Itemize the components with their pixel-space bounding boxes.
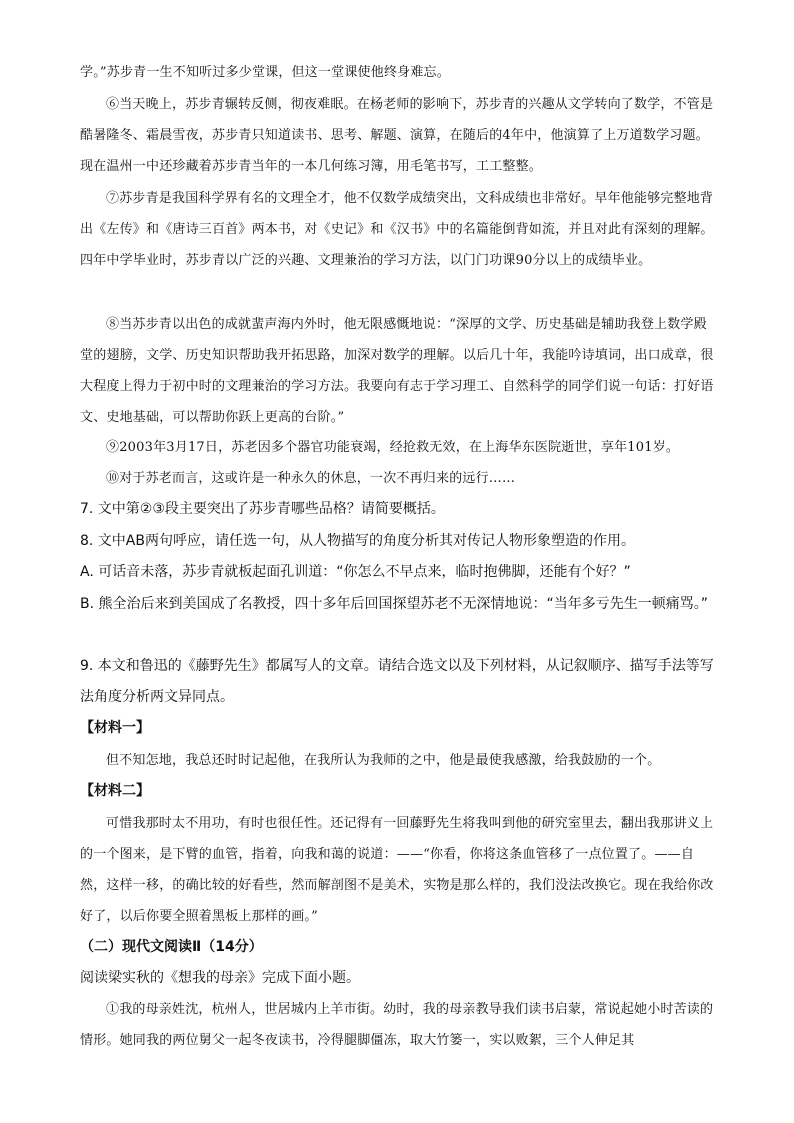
question-8: 8. 文中AB两句呼应，请任选一句，从人物描写的角度分析其对传记人物形象塑造的作用。 [80,533,635,549]
section-2-paragraph-1: ①我的母亲姓沈，杭州人，世居城内上羊市街。幼时，我的母亲教导我们读书启蒙，常说起她小时苦读的情形。她同我的两位舅父一起冬夜读书，冷得腿脚僵冻，取大竹篓一，实以败絮，三个人伸足其 [80,1002,714,1048]
section-2-title: （二）现代文阅读Ⅱ（14分） [80,939,263,955]
paragraph-8: ⑧当苏步青以出色的成就蜚声海内外时，他无限感慨地说：“深厚的文学、历史基础是辅助我登上数学殿堂的翅膀，文学、历史知识帮助我开拓思路，加深对数学的理解。以后几十年，我能吟诗填词，出口成章，很大程度上得力于初中时的文理兼治的学习方法。我要向有志于学习理工、自然科学的同学们说一句话：打好语文、史地基础，可以帮助你跃上更高的台阶。” [80,317,714,425]
section-2-intro: 阅读梁实秋的《想我的母亲》完成下面小题。 [80,970,360,986]
material-2-text: 可惜我那时太不用功，有时也很任性。还记得有一回藤野先生将我叫到他的研究室里去，翻出我那讲义上的一个图来，是下臂的血管，指着，向我和蔼的说道：——“你看，你将这条血管移了一点位置了。——自然，这样一移，的确比较的好看些，然而解剖图不是美术，实物是那么样的，我们没法改换它。现在我给你改好了，以后你要全照着黑板上那样的画。” [80,816,714,924]
passage-continuation [80,57,720,88]
question-7: 7. 文中第②③段主要突出了苏步青哪些品格？请简要概括。 [80,501,445,517]
question-8-option-b: B. 熊全治后来到美国成了名教授，四十多年后回国探望苏老不无深情地说：“当年多亏先生一顿痛骂。” [80,596,709,612]
paragraph-10: ⑩对于苏老而言，这或许是一种永久的休息，一次不再归来的远行…… [106,471,516,486]
question-9: 9. 本文和鲁迅的《藤野先生》都属写人的文章。请结合选文以及下列材料，从记叙顺序、描写手法等写法角度分析两文异同点。 [80,658,714,705]
paragraph-continued: 学。”苏步青一生不知听过多少堂课，但这一堂课使他终身难忘。 [80,65,450,80]
paragraph-6: ⑥当天晚上，苏步青辗转反侧，彻夜难眠。在杨老师的影响下，苏步青的兴趣从文学转向了数学，不管是酷暑隆冬、霜晨雪夜，苏步青只知道读书、思考、解题、演算，在随后的4年中，他演算了上万道数学习题。现在温州一中还珍藏着苏步青当年的一本几何练习簿，用毛笔书写，工工整整。 [80,97,714,174]
paragraph-9: ⑨2003年3月17日，苏老因多个器官功能衰竭，经抢救无效，在上海华东医院逝世，享年101岁。 [106,440,680,455]
material-2-title: 【材料二】 [80,783,150,799]
material-1-title: 【材料一】 [80,720,150,736]
material-1-text: 但不知怎地，我总还时时记起他，在我所认为我师的之中，他是最使我感激，给我鼓励的一个。 [106,753,661,768]
question-8-option-a: A. 可话音未落，苏步青就板起面孔训道：“你怎么不早点来，临时抱佛脚，还能有个好？” [80,564,631,580]
paragraph-7: ⑦苏步青是我国科学界有名的文理全才，他不仅数学成绩突出，文科成绩也非常好。早年他能够完整地背出《左传》和《唐诗三百首》两本书，对《史记》和《汉书》中的名篇能倒背如流，并且对此有深刻的理解。四年中学毕业时，苏步青以广泛的兴趣、文理兼治的学习方法，以门门功课90分以上的成绩毕业。 [80,191,714,268]
